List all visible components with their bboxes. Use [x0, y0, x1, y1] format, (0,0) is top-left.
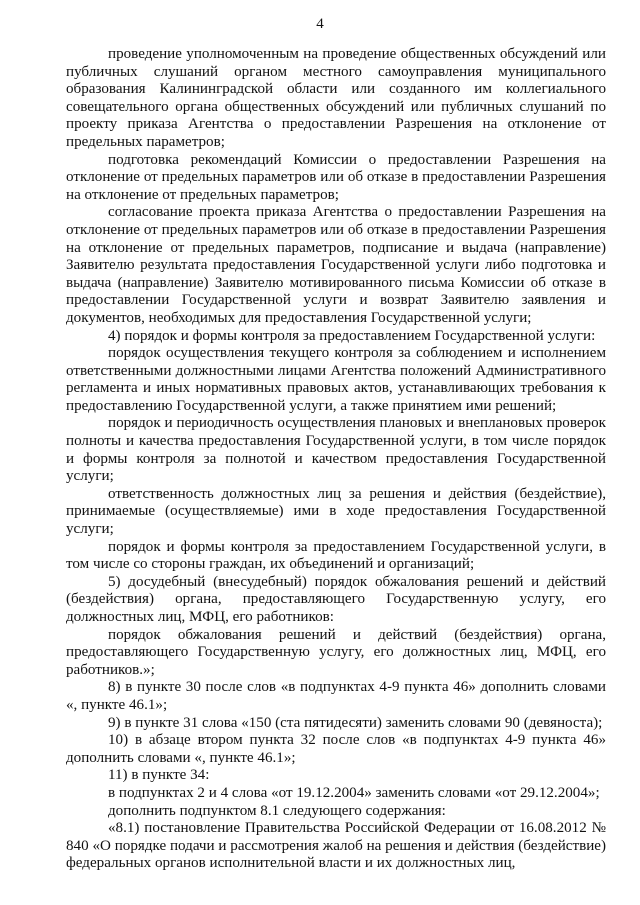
paragraph: проведение уполномоченным на проведение общественных обсуждений или публичных слушаний органом местного самоуправления муниципального образования Калининградской области или созданного им коллегиального совещательного органа общественных обсуждений или публичных слушаний по проекту приказа Агентства о предоставлении Разрешения на отклонение от предельных параметров;: [66, 46, 606, 150]
paragraph: порядок осуществления текущего контроля за соблюдением и исполнением ответственными должностными лицами Агентства положений Административного регламента и иных нормативных правовых актов, устанавливающих требования к предоставлению Государственной услуги, а также принятием ими решений;: [66, 345, 606, 414]
paragraph: 8) в пункте 30 после слов «в подпунктах 4-9 пункта 46» дополнить словами «, пункте 46.1»;: [66, 679, 606, 713]
paragraph: в подпунктах 2 и 4 слова «от 19.12.2004» заменить словами «от 29.12.2004»;: [108, 784, 600, 801]
document-body: [66, 46, 606, 873]
paragraph: 5) досудебный (внесудебный) порядок обжалования решений и действий (бездействия) органа, предоставляющего Государственную услугу, его должностных лиц, МФЦ, его работников:: [66, 573, 606, 625]
paragraph: дополнить подпунктом 8.1 следующего содержания:: [108, 802, 446, 819]
paragraph: ответственность должностных лиц за решения и действия (бездействие), принимаемые (осуществляемые) ими в ходе предоставления Государственной услуги;: [66, 485, 606, 538]
paragraph: 9) в пункте 31 слова «150 (ста пятидесяти) заменить словами 90 (девяноста);: [108, 714, 603, 731]
paragraph: 10) в абзаце втором пункта 32 после слов «в подпунктах 4-9 пункта 46» дополнить словами «, пункте 46.1»;: [66, 732, 606, 766]
paragraph: порядок и формы контроля за предоставлением Государственной услуги, в том числе со стороны граждан, их объединений и организаций;: [66, 538, 606, 573]
paragraph: порядок обжалования решений и действий (бездействия) органа, предоставляющего Государственную услугу, его должностных лиц, МФЦ, его работников.»;: [66, 626, 606, 678]
paragraph: «8.1) постановление Правительства Российской Федерации от 16.08.2012 № 840 «О порядке подачи и рассмотрения жалоб на решения и действия (бездействие) федеральных органов исполнительной власти и их должностных лиц,: [66, 820, 606, 872]
paragraph: согласование проекта приказа Агентства о предоставлении Разрешения на отклонение от предельных параметров или об отказе в предоставлении Разрешения на отклонение от предельных параметров, подписание и выдача (направление) Заявителю результата предоставления Государственной услуги либо подготовка и выдача (направление) Заявителю мотивированного письма Комиссии об отказе в предоставлении Государственной услуги и возврат Заявителю заявления и документов, необходимых для предоставления Государственной услуги;: [66, 204, 606, 326]
page-number: 4: [316, 16, 324, 32]
paragraph: подготовка рекомендаций Комиссии о предоставлении Разрешения на отклонение от предельных параметров или об отказе в предоставлении Разрешения на отклонение от предельных параметров;: [66, 151, 606, 203]
paragraph: 11) в пункте 34:: [108, 767, 210, 784]
paragraph: порядок и периодичность осуществления плановых и внеплановых проверок полноты и качества предоставления Государственной услуги, в том числе порядок и формы контроля за полнотой и качеством предоставления Государственной услуги;: [66, 415, 606, 485]
paragraph: 4) порядок и формы контроля за предоставлением Государственной услуги:: [108, 327, 596, 344]
